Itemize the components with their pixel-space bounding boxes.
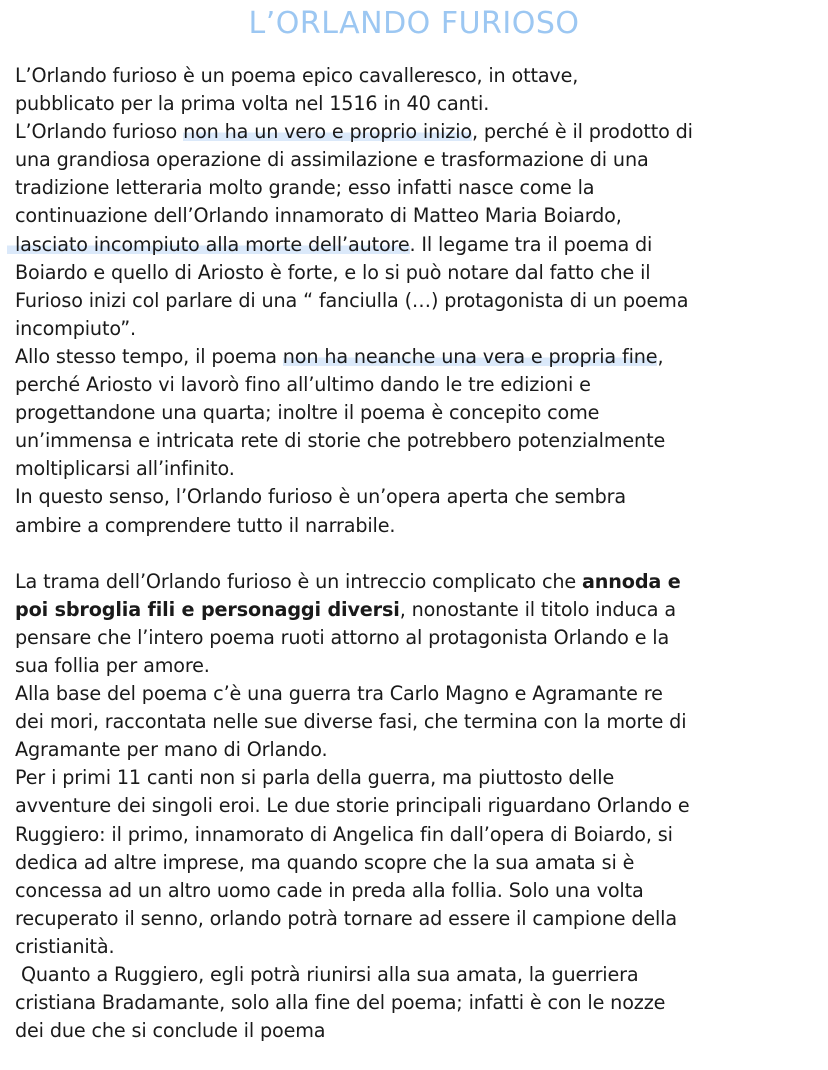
text-line: ambire a comprendere tutto il narrabile. [15, 513, 396, 537]
text-line: dei mori, raccontata nelle sue diverse fasi, che termina con la morte di [15, 710, 687, 734]
text-line: una grandiosa operazione di assimilazione e trasformazione di una [15, 148, 649, 172]
document-body [15, 62, 821, 1045]
text-line [15, 343, 821, 371]
text-line [15, 596, 821, 624]
text-line: progettandone una quarta; inoltre il poema è concepito come [15, 401, 600, 425]
text-segment: L’Orlando furioso [15, 120, 184, 144]
text-line: Agramante per mano di Orlando. [15, 738, 328, 762]
text-line: concessa ad un altro uomo cade in preda alla follia. Solo una volta [15, 878, 644, 902]
text-segment: , nonostante il titolo induca a [399, 597, 676, 621]
text-line: continuazione dell’Orlando innamorato di Matteo Maria Boiardo, [15, 204, 622, 228]
text-line: pubblicato per la prima volta nel 1516 in 40 canti. [15, 92, 490, 116]
text-line: perché Ariosto vi lavorò fino all’ultimo dando le tre edizioni e [15, 373, 591, 397]
text-line: cristiana Bradamante, solo alla fine del poema; infatti è con le nozze [15, 991, 666, 1015]
text-line: dei due che si conclude il poema [15, 1019, 326, 1043]
text-line: In questo senso, l’Orlando furioso è un’opera aperta che sembra [15, 485, 627, 509]
text-line [15, 568, 821, 596]
page-title: L’ORLANDO FURIOSO [248, 6, 580, 41]
highlighted-phrase: non ha neanche una vera e propria fine [282, 344, 658, 368]
text-line: cristianità. [15, 934, 115, 958]
paragraph-intro [15, 62, 821, 540]
text-line: moltiplicarsi all’infinito. [15, 457, 235, 481]
text-line: recuperato il senno, orlando potrà tornare ad essere il campione della [15, 906, 677, 930]
text-line: pensare che l’intero poema ruoti attorno al protagonista Orlando e la [15, 625, 670, 649]
text-segment: . Il legame tra il poema di [409, 232, 653, 256]
text-line: Furioso inizi col parlare di una “ fanciulla (…) protagonista di un poema [15, 288, 689, 312]
text-segment: Allo stesso tempo, il poema [15, 344, 283, 368]
text-line: tradizione letteraria molto grande; esso infatti nasce come la [15, 176, 595, 200]
highlighted-phrase: lasciato incompiuto alla morte dell’autore [7, 233, 410, 256]
text-line: Ruggiero: il primo, innamorato di Angelica fin dall’opera di Boiardo, si [15, 822, 673, 846]
text-line: incompiuto”. [15, 316, 136, 340]
text-line: sua follia per amore. [15, 653, 210, 677]
text-segment: , [657, 344, 664, 368]
text-line: Per i primi 11 canti non si parla della guerra, ma piuttosto delle [15, 766, 615, 790]
text-line: dedica ad altre imprese, ma quando scopre che la sua amata si è [15, 850, 635, 874]
text-line: un’immensa e intricata rete di storie che potrebbero potenzialmente [15, 429, 666, 453]
text-line: Quanto a Ruggiero, egli potrà riunirsi alla sua amata, la guerriera [15, 963, 639, 986]
paragraph-plot [15, 568, 821, 1046]
text-line [15, 231, 821, 259]
text-segment: , perché è il prodotto di [471, 120, 693, 144]
text-line [15, 118, 821, 146]
highlighted-phrase: non ha un vero e proprio inizio [183, 120, 472, 144]
bold-phrase: annoda e [581, 569, 681, 593]
paragraph-spacer [15, 540, 821, 568]
text-line: avventure dei singoli eroi. Le due storie principali riguardano Orlando e [15, 794, 690, 818]
text-line: Alla base del poema c’è una guerra tra Carlo Magno e Agramante re [15, 682, 663, 706]
text-line: L’Orlando furioso è un poema epico cavalleresco, in ottave, [15, 64, 579, 87]
bold-phrase: poi sbroglia fili e personaggi diversi [15, 597, 400, 621]
text-line: Boiardo e quello di Ariosto è forte, e lo si può notare dal fatto che il [15, 260, 651, 284]
text-segment: La trama dell’Orlando furioso è un intreccio complicato che [15, 569, 582, 593]
